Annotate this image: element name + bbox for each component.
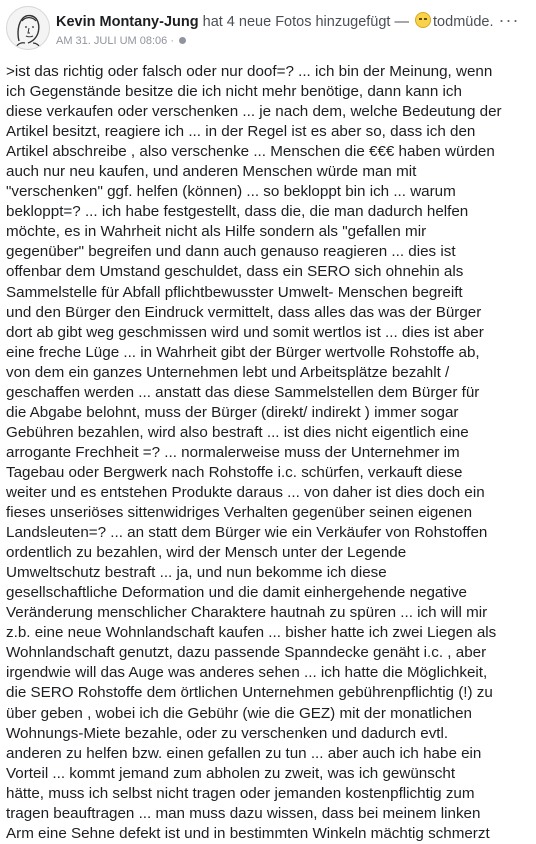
- post-text-line: von dem ein ganzes Unternehmen lebt und Arbeitsplätze bezahlt /: [6, 363, 450, 381]
- post-meta: [56, 34, 186, 48]
- meta-separator: ·: [170, 35, 175, 47]
- post-text-line: Vorteil ... kommt jemand zum abholen zu zweit, was ich gewünscht: [6, 764, 456, 782]
- post-text-line: Veränderung menschlicher Charaktere hautnah zu spüren ... ich will mir: [6, 604, 488, 622]
- post-text-line: ich Gegenstände besitze die ich nicht mehr benötige, dann kann ich: [6, 83, 462, 101]
- more-options-icon[interactable]: ···: [498, 10, 520, 30]
- post-text-line: dort ab gibt weg geschmissen wird und somit wertlos ist ... dies ist aber: [6, 323, 484, 341]
- sketch-portrait-avatar: [7, 7, 49, 49]
- post-text-line: Arm eine Sehne defekt ist und in bestimmten Winkeln mächtig schmerzt: [6, 824, 490, 842]
- feeling-label[interactable]: todmüde.: [433, 14, 494, 30]
- author-name[interactable]: Kevin Montany-Jung: [56, 14, 199, 30]
- post-text-line: Landsleuten=? ... an statt dem Bürger wie ein Verkäufer von Rohstoffen: [6, 524, 488, 542]
- post-text-line: eine freche Lüge ... in Wahrheit gibt der Bürger wertvolle Rohstoffe ab,: [6, 343, 480, 361]
- post-text-line: Artikel abschreibe , also verschenke ... Menschen die €€€ haben würden: [6, 143, 495, 161]
- post-text-line: möchte, es in Wahrheit nicht als Hilfe sondern als "gefallen mir: [6, 223, 427, 241]
- post-text-line: fieses unseriöses sittenwidriges Verhalten gegenüber seinen eigenen: [6, 504, 473, 522]
- post-text-line: z.b. eine neue Wohnlandschaft kaufen ... bisher hatte ich zwei Liegen als: [6, 624, 497, 642]
- post-text-line: offenbar dem Umstand geschuldet, dass ein SERO sich ohnehin als: [6, 263, 464, 281]
- post-text: [6, 62, 534, 844]
- post-text-line: Tagebau oder Bergwerk nach Rohstoffe i.c. schürfen, verkauft diese: [6, 463, 463, 481]
- post-text-line: Sammelstelle für Abfall pflichtbewusster Umwelt- Menschen begreift: [6, 283, 463, 301]
- post-text-line: gesellschaftliche Deformation und die damit einhergehende negative: [6, 584, 467, 602]
- post-title-line: [56, 12, 494, 31]
- post-timestamp[interactable]: AM 31. JULI UM 08:06: [56, 35, 168, 47]
- post-text-line: hätte, muss ich selbst nicht tragen oder jemanden kostenpflichtig zum: [6, 784, 475, 802]
- post-text-line: weiter und es entstehen Produkte daraus ... von daher ist dies doch ein: [6, 483, 485, 501]
- author-avatar[interactable]: [6, 6, 50, 50]
- post-text-line: ordentlich zu bezahlen, wird der Mensch unter der Legende: [6, 544, 407, 562]
- post-text-line: >ist das richtig oder falsch oder nur doof=? ... ich bin der Meinung, wenn: [6, 63, 493, 80]
- post-text-line: Wohnlandschaft genutzt, dazu passende Spanndecke genäht i.c. , aber: [6, 644, 487, 662]
- post-text-line: über geben , wobei ich die Gebühr (wie die GEZ) mit der monatlichen: [6, 704, 472, 722]
- post-text-line: und den Bürger den Eindruck vermittelt, dass alles das was der Bürger: [6, 303, 482, 321]
- post-text-line: bekloppt=? ... ich habe festgestellt, dass die, die man dadurch helfen: [6, 203, 469, 221]
- post-text-line: auch nur neu kaufen, und anderen Menschen würde man mit: [6, 163, 417, 181]
- post-text-line: Artikel besitzt, reagiere ich ... in der Regel ist es aber so, dass ich den: [6, 123, 476, 141]
- sleepy-face-icon: [415, 12, 431, 28]
- post-text-line: die SERO Rohstoffe dem örtlichen Unternehmen gebührenpflichtig (!) zu: [6, 684, 493, 702]
- post-text-line: die Abgabe belohnt, muss der Bürger (direkt/ indirekt ) immer sogar: [6, 403, 459, 421]
- post-text-line: arrogante Frechheit =? ... normalerweise muss der Unternehmer im: [6, 443, 460, 461]
- post-header: [0, 0, 536, 60]
- post-action: hat 4 neue Fotos hinzugefügt —: [202, 14, 409, 30]
- post-text-line: geschaffen werden ... anstatt das diese Sammelstellen dem Bürger für: [6, 383, 480, 401]
- post-text-line: tragen beauftragen ... man muss dazu wissen, dass bei meinem linken: [6, 804, 481, 822]
- post-text-line: anderen zu helfen bzw. einen gefallen zu tun ... aber auch ich habe ein: [6, 744, 482, 762]
- post-text-line: Umweltschutz bestraft ... ja, und nun bekomme ich diese: [6, 564, 387, 582]
- post-text-line: diese verkaufen oder verschenken ... je nach dem, welche Bedeutung der: [6, 103, 502, 121]
- post-text-line: Gebühren bezahlen, wird also bestraft ... ist dies nicht eigentlich eine: [6, 423, 469, 441]
- globe-icon[interactable]: [179, 37, 186, 44]
- post-text-line: "verschenken" ggf. helfen (können) ... so bekloppt bin ich ... warum: [6, 183, 456, 201]
- post-text-line: Wohnungs-Miete bezahle, oder zu verschenken und dadurch evtl.: [6, 724, 449, 742]
- post-text-line: gegenüber" begreifen und dann auch genauso reagieren ... dies ist: [6, 243, 456, 261]
- post-text-line: irgendwie will das Auge was anderes sehen ... ich hatte die Möglichkeit,: [6, 664, 488, 682]
